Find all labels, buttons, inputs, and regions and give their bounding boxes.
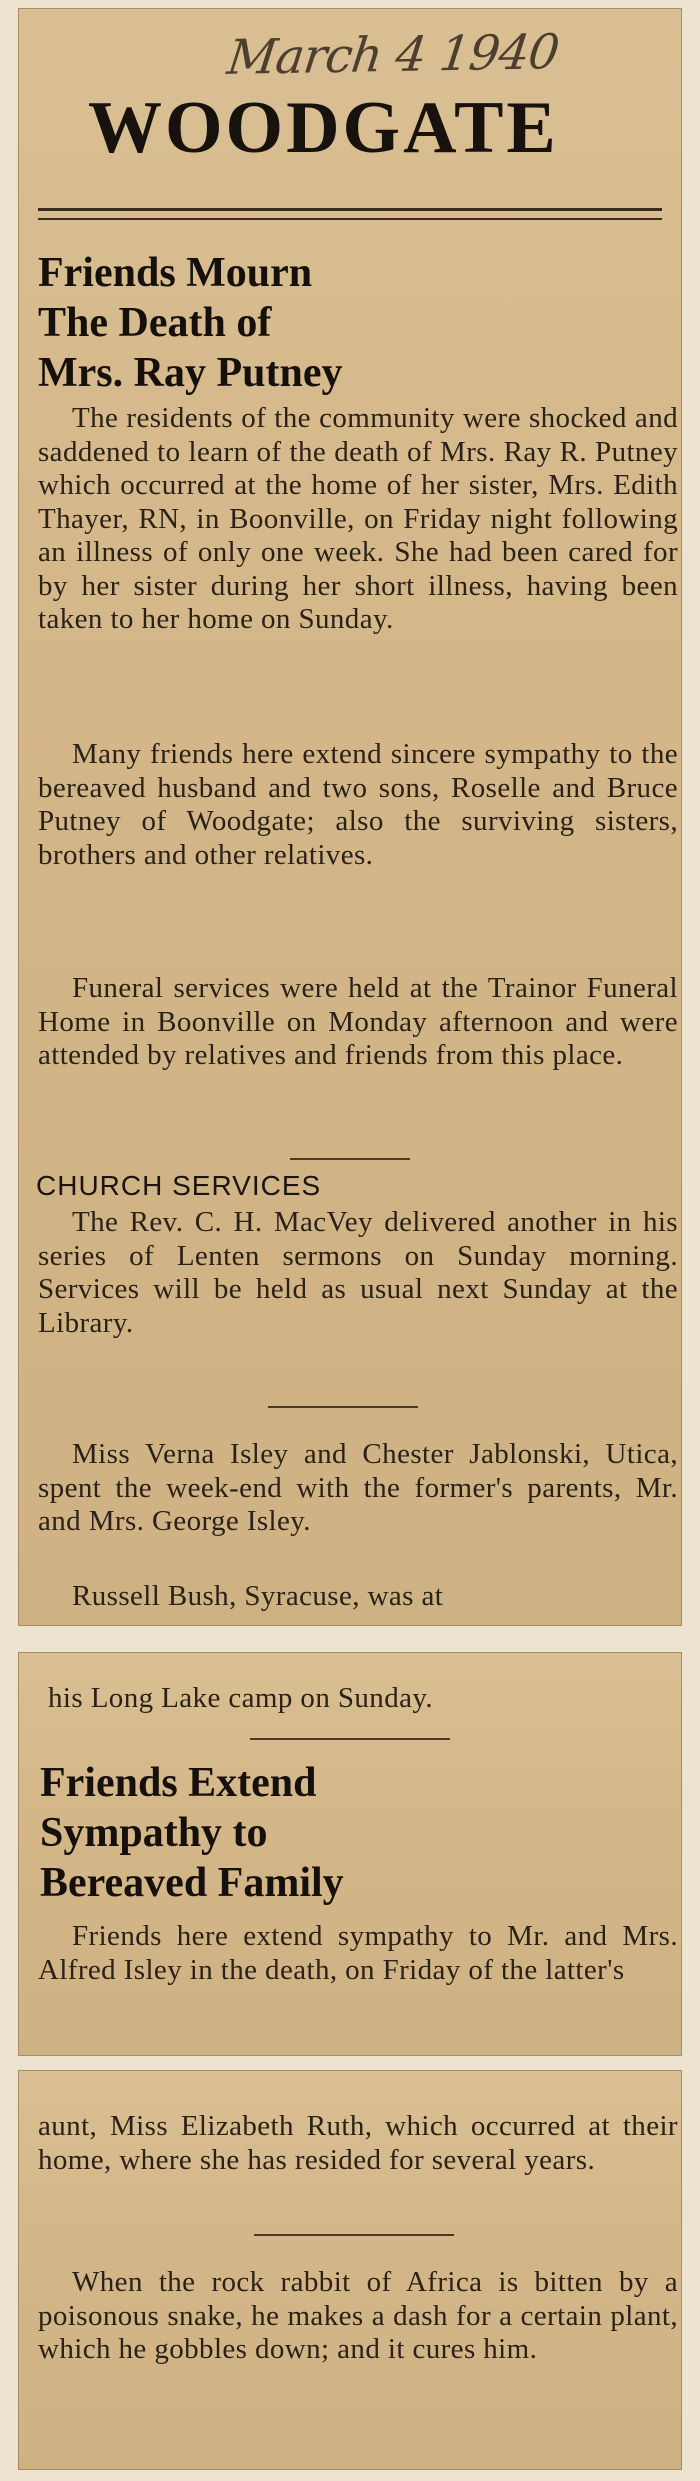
section-divider (268, 1406, 418, 1408)
masthead: WOODGATE (88, 87, 559, 169)
headline-line: Bereaved Family (40, 1860, 344, 1906)
bush-paragraph-end: his Long Lake camp on Sunday. (48, 1682, 434, 1714)
section-divider (254, 2234, 454, 2236)
section-divider (250, 1738, 450, 1740)
sympathy-paragraph-end: aunt, Miss Elizabeth Ruth, which occurred at their home, where she has resided for several years. (38, 2110, 678, 2176)
headline-line: Mrs. Ray Putney (38, 350, 343, 396)
section-divider (290, 1158, 410, 1160)
article-paragraph-3: Funeral services were held at the Trainor Funeral Home in Boonville on Monday afternoon and were attended by relatives and friends from this place. (38, 972, 678, 1071)
article-paragraph-2: Many friends here extend sincere sympathy to the bereaved husband and two sons, Roselle and Bruce Putney of Woodgate; also the surviving sisters, brothers and other relatives. (38, 738, 678, 871)
church-services-paragraph: The Rev. C. H. MacVey delivered another in his series of Lenten sermons on Sunday morning. Services will be held as usual next Sunday at the Library. (38, 1206, 678, 1339)
clipping-2 (18, 1652, 682, 2056)
clipping-3 (18, 2070, 682, 2470)
headline-line: Sympathy to (40, 1810, 268, 1856)
bush-paragraph-start: Russell Bush, Syracuse, was at (72, 1580, 444, 1612)
isley-paragraph: Miss Verna Isley and Chester Jablonski, Utica, spent the week-end with the former's parents, Mr. and Mrs. George Isley. (38, 1438, 678, 1537)
article-paragraph-1: The residents of the community were shocked and saddened to learn of the death of Mrs. Ray R. Putney which occurred at the home of her sister, Mrs. Edith Thayer, RN, in Boonville, on Friday night following an illness of only one week. She had been cared for by her sister during her short illness, having been taken to her home on Sunday. (38, 402, 678, 635)
clipping-1 (18, 8, 682, 1626)
headline-line: Friends Extend (40, 1760, 317, 1806)
filler-paragraph: When the rock rabbit of Africa is bitten by a poisonous snake, he makes a dash for a certain plant, which he gobbles down; and it cures him. (38, 2266, 678, 2365)
handwritten-date: March 4 1940 (224, 24, 562, 86)
masthead-rule-top (38, 208, 662, 211)
headline-line: Friends Mourn (38, 250, 313, 296)
sympathy-paragraph-start: Friends here extend sympathy to Mr. and Mrs. Alfred Isley in the death, on Friday of the latter's (38, 1920, 678, 1986)
church-services-heading: CHURCH SERVICES (36, 1170, 322, 1201)
article-headline (40, 1758, 670, 1908)
article-headline (38, 248, 668, 398)
masthead-rule-bottom (38, 218, 662, 220)
headline-line: The Death of (38, 300, 272, 346)
